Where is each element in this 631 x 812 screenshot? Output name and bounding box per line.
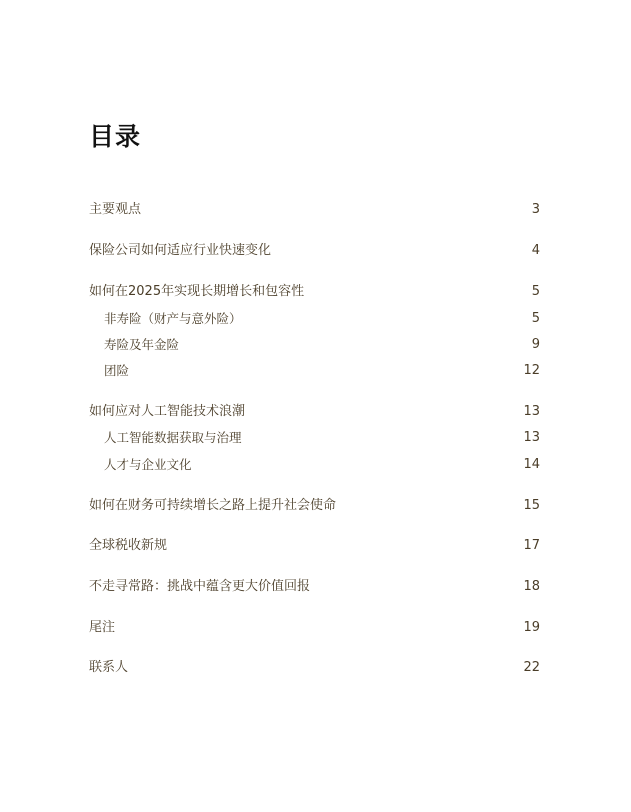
toc-subentry-life-annuity[interactable] — [104, 335, 540, 355]
toc-entry-page-number: 14 — [523, 457, 540, 472]
toc-entry-label: 如何在2025年实现长期增长和包容性 — [89, 284, 305, 299]
toc-entry-label: 主要观点 — [89, 202, 142, 217]
toc-entry-page-number: 9 — [531, 337, 540, 352]
toc-entry-page-number: 13 — [523, 430, 540, 445]
toc-entry-label: 人才与企业文化 — [104, 457, 192, 472]
toc-entry-label: 如何应对人工智能技术浪潮 — [89, 404, 246, 419]
toc-entry-page-number: 13 — [523, 404, 540, 419]
toc-entry-ai-wave[interactable] — [89, 402, 540, 422]
toc-entry-label: 全球税收新规 — [89, 538, 168, 553]
toc-subentry-ai-data[interactable] — [104, 428, 540, 448]
toc-entry-label: 寿险及年金险 — [104, 337, 180, 352]
toc-entry-social-mission[interactable] — [89, 496, 540, 516]
toc-entry-page-number: 12 — [523, 363, 540, 378]
toc-entry-page-number: 15 — [523, 498, 540, 513]
toc-entry-label: 不走寻常路：挑战中蕴含更大价值回报 — [89, 579, 311, 594]
toc-entry-page-number: 22 — [523, 660, 540, 675]
toc-entry-label: 人工智能数据获取与治理 — [104, 430, 242, 445]
toc-entry-label: 团险 — [104, 363, 130, 378]
toc-subentry-group[interactable] — [104, 361, 540, 381]
toc-entry-label: 联系人 — [89, 660, 129, 675]
toc-entry-page-number: 17 — [523, 538, 540, 553]
toc-entry-page-number: 19 — [523, 620, 540, 635]
toc-entry-unconventional-path[interactable] — [89, 577, 540, 597]
toc-entry-key-points[interactable] — [89, 200, 540, 220]
page-title: 目录 — [89, 122, 142, 151]
toc-entry-page-number: 5 — [531, 311, 540, 326]
toc-entry-adapting-to-change[interactable] — [89, 241, 540, 261]
toc-entry-page-number: 18 — [523, 579, 540, 594]
toc-entry-label: 非寿险（财产与意外险） — [104, 311, 242, 326]
toc-entry-endnotes[interactable] — [89, 618, 540, 638]
toc-entry-page-number: 3 — [531, 202, 540, 217]
toc-entry-global-tax[interactable] — [89, 536, 540, 556]
toc-entry-contacts[interactable] — [89, 658, 540, 678]
toc-entry-page-number: 4 — [531, 243, 540, 258]
toc-subentry-non-life[interactable] — [104, 309, 540, 329]
toc-entry-page-number: 5 — [531, 284, 540, 299]
toc-subentry-talent-culture[interactable] — [104, 455, 540, 475]
toc-entry-growth-2025[interactable] — [89, 282, 540, 302]
toc-entry-label: 保险公司如何适应行业快速变化 — [89, 243, 272, 258]
toc-entry-label: 如何在财务可持续增长之路上提升社会使命 — [89, 498, 337, 513]
toc-entry-label: 尾注 — [89, 620, 116, 635]
